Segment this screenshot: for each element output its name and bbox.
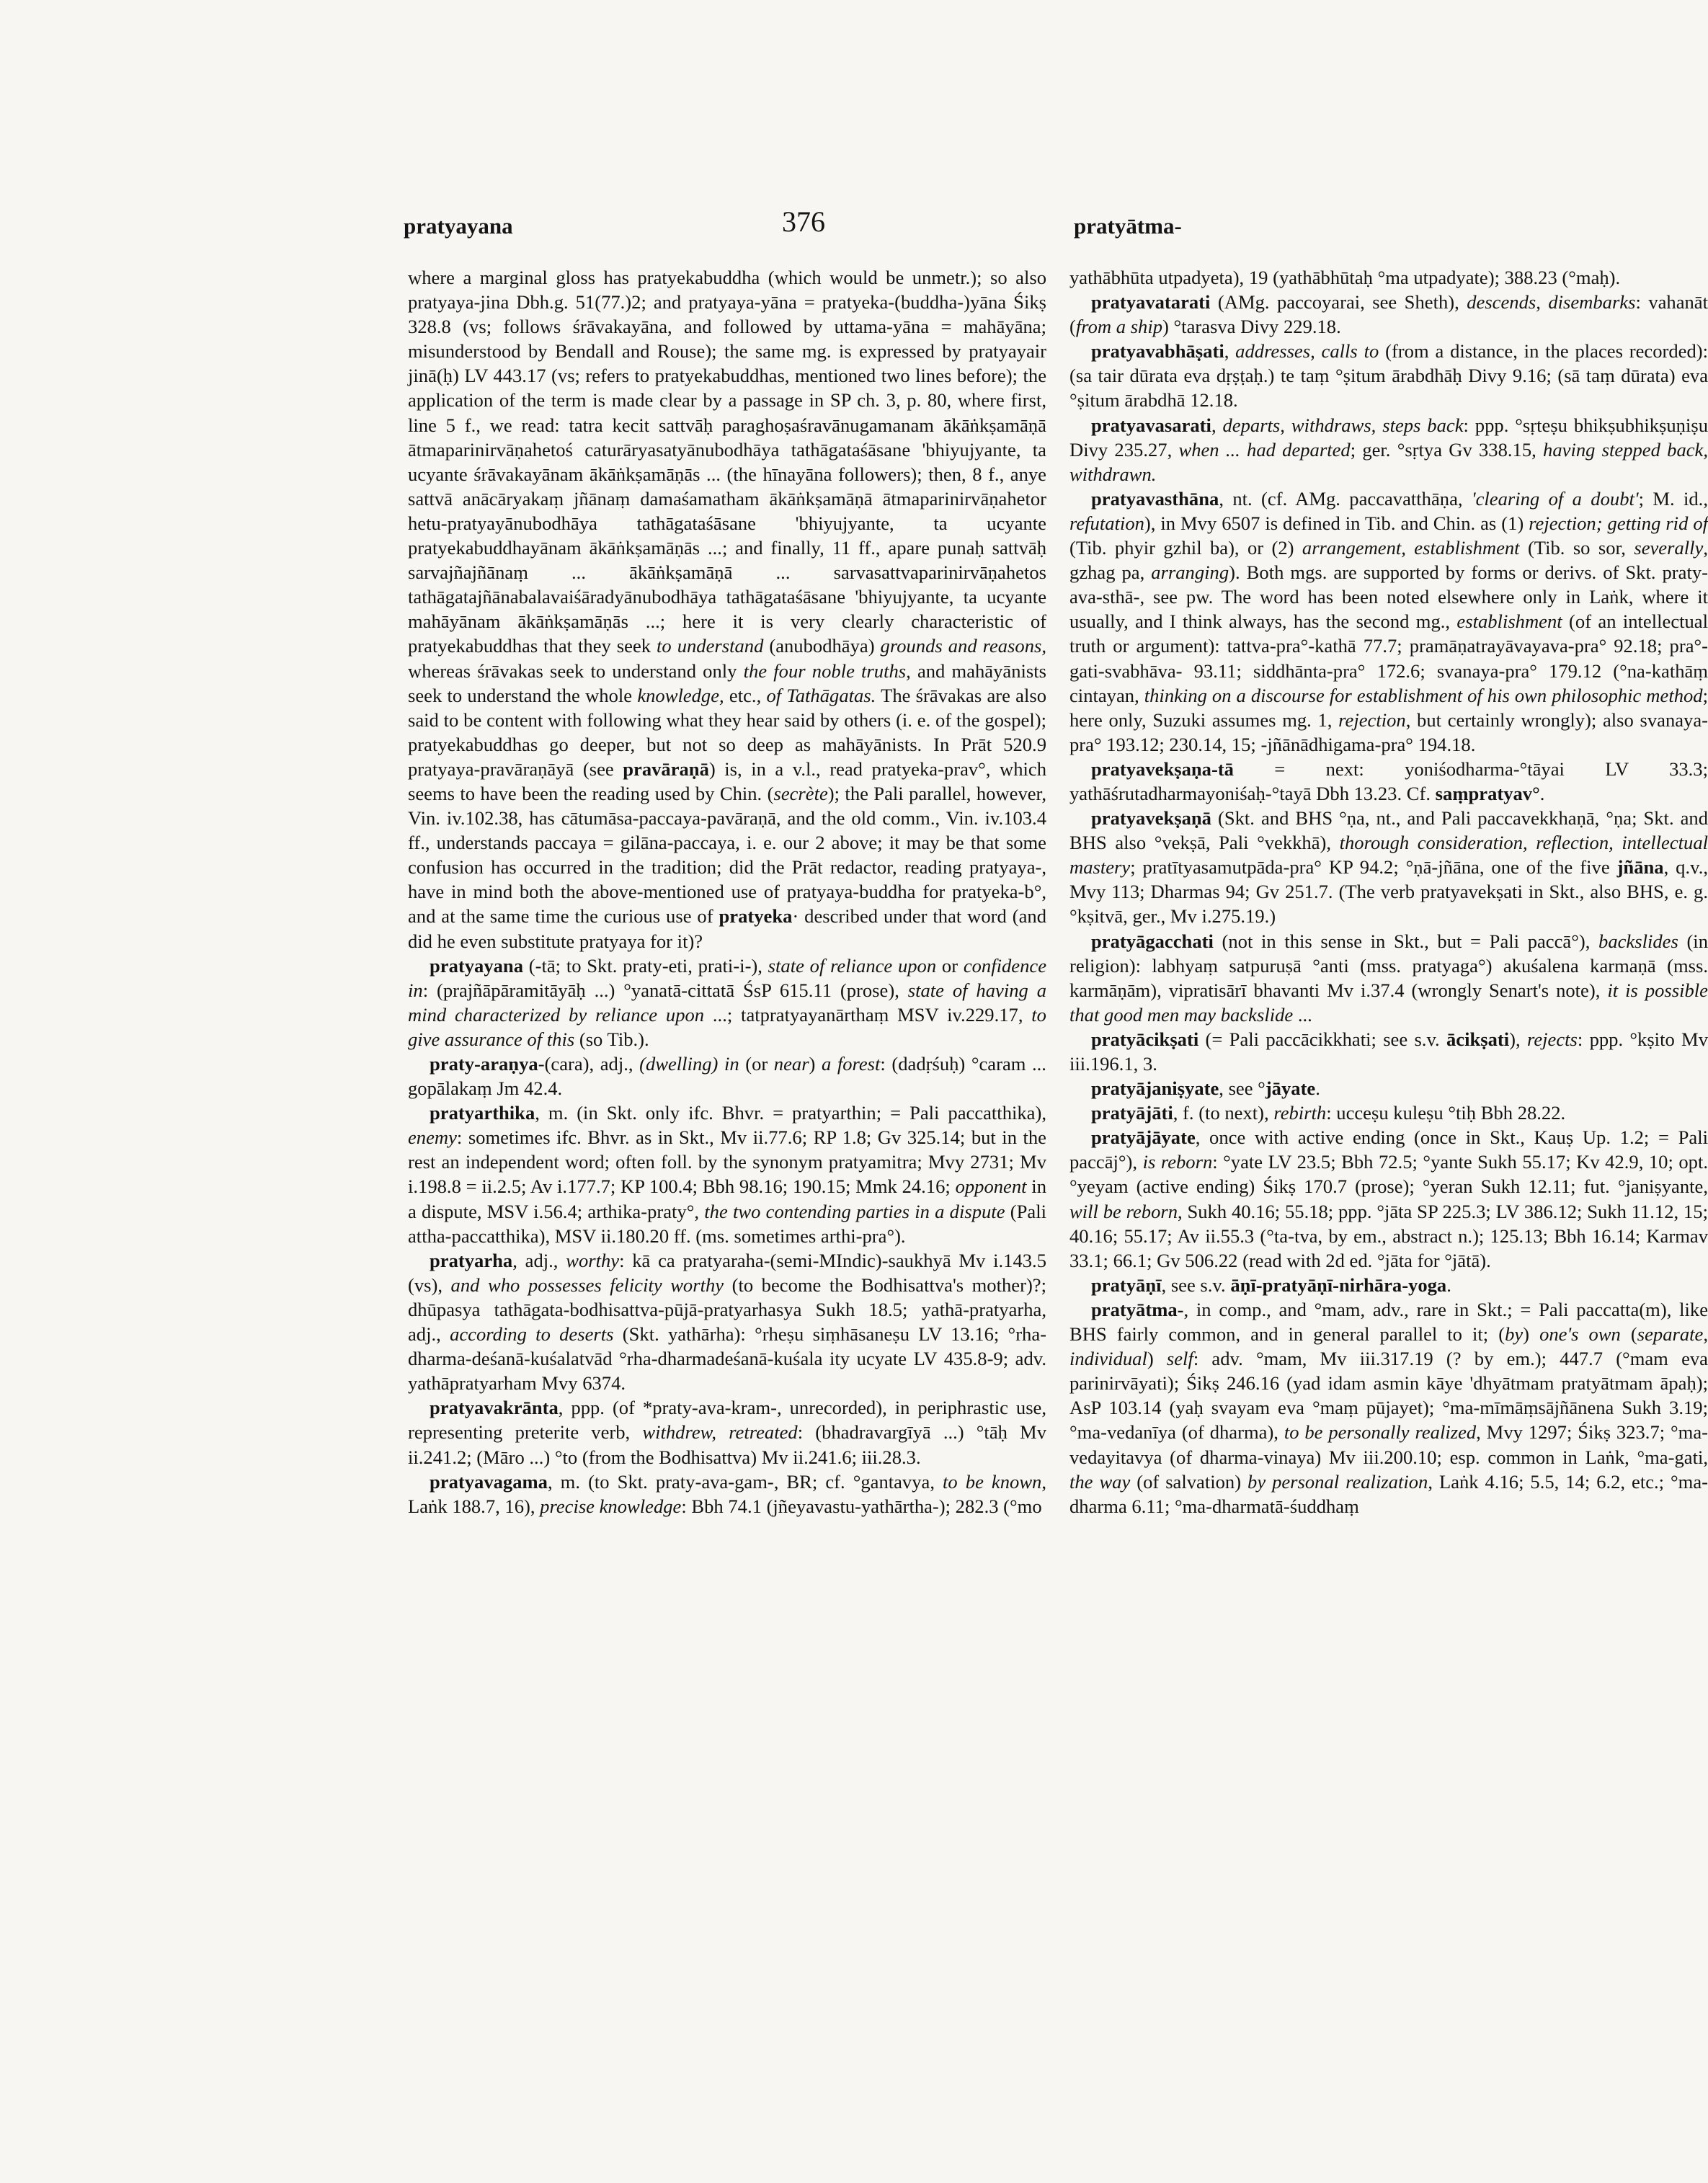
entry-text: etc., — [724, 684, 767, 706]
definition-italic: the two contending parties in a dispute — [704, 1200, 1005, 1222]
entry-text: ) — [809, 1053, 822, 1075]
definition-italic: severally — [1634, 537, 1704, 559]
definition-italic: rejection; getting rid of — [1529, 512, 1708, 534]
headword: āṇī-pratyāṇī-nirhāra-yoga — [1230, 1273, 1447, 1296]
entry-text: (not in this sense in Skt., but = Pali paccā°), — [1213, 930, 1599, 952]
definition-italic: separate, individual — [1069, 1323, 1708, 1370]
entry-text: . — [1446, 1273, 1451, 1296]
entry-text: : adv. °mam, Mv iii.317.19 (? by em.); 447.7 (°mam eva parinirvāyati); Śikṣ 246.16 (yad idam asmin kāye 'dhyātmam pratyātmam āpaḥ); AsP 103.14 (yaḥ svayam eva °maṃ pūjayet); °ma-mīmāṃsājñānena Sukh 3.19; °ma-vedanīya (of dharma), — [1069, 1348, 1708, 1444]
definition-italic: is reborn — [1142, 1151, 1213, 1173]
entry-text: · described under that word (and did he even substitute pratyaya for it)? — [408, 905, 1046, 952]
headword: pratyeka — [719, 905, 793, 928]
definition-italic: grounds and reasons, — [880, 635, 1046, 657]
entry-text: , Laṅk 188.7, 16), — [408, 1470, 1047, 1517]
definition-italic: worthy — [566, 1249, 620, 1271]
definition-italic: the way — [1069, 1470, 1131, 1493]
entry-text: (= Pali paccācikkhati; see s.v. — [1198, 1028, 1446, 1050]
entry-text: . — [1315, 1077, 1320, 1100]
entry-text: The śrāvakas are also said to be content with following what they hear said by others (i. e. of the gospel); pratyekabuddhas go deeper, but not so deep as mahāyānists. In Prāt 520.9 pratyaya-pravāraṇāyā (see — [408, 684, 1046, 780]
entry-text: ) °tarasva Divy 229.18. — [1162, 316, 1341, 338]
definition-italic: refutation — [1069, 512, 1144, 534]
dictionary-entry — [1069, 1101, 1708, 1125]
entry-text: ); the Pali parallel, however, Vin. iv.102.38, has cātumāsa-paccaya-pavāraṇā, and the old comm., Vin. iv.103.4 ff., understands paccaya = gilāna-paccaya, i. e. our 2 above; it may be that some confusion has occurred in the tradition; did the Prāt redactor, reading pratyaya-, have in mind both the above-mentioned use of pratyaya-buddha for pratyeka-b°, and at the same time the curious use of — [408, 782, 1046, 928]
definition-italic: opponent — [955, 1175, 1027, 1198]
entry-text: ; here only, Suzuki assumes mg. 1, — [1069, 684, 1708, 731]
definition-italic: arrangement, establishment — [1302, 537, 1520, 559]
entry-text: (in religion): labhyaṃ satpuruṣā °anti (mss. pratyaga°) akuśalena karmaṇā (mss. karmāṇām), vipratisārī bhavanti Mv i.37.4 (wrongly Senart's note), — [1069, 930, 1708, 1001]
definition-italic: one's own — [1539, 1323, 1621, 1346]
entry-text: (or — [739, 1053, 774, 1075]
entry-text: or — [936, 954, 964, 977]
headword: pratyājāyate — [1091, 1126, 1196, 1149]
entry-text: , ppp. (of *praty-ava-kram-, unrecorded), in periphrastic use, representing preterite verb, — [408, 1397, 1046, 1444]
entry-text: ; M. id., — [1638, 487, 1708, 510]
entry-continuation — [408, 265, 1046, 953]
entry-text: whereas śrāvakas seek to understand only — [408, 659, 744, 682]
entry-text: : (dadṛśuḥ) °caram ... gopālakaṃ Jm 42.4. — [408, 1053, 1046, 1100]
entry-text: ... — [1293, 1003, 1312, 1026]
headword: pratyājaniṣyate — [1091, 1077, 1219, 1100]
definition-italic: 'clearing of a doubt' — [1471, 487, 1639, 510]
headword: ācikṣati — [1446, 1028, 1510, 1050]
entry-text: , Laṅk 4.16; 5.5, 14; 6.2, etc.; °ma-dharma 6.11; °ma-dharmatā-śuddhaṃ — [1069, 1470, 1708, 1517]
entry-text: ) — [1523, 1323, 1540, 1346]
entry-text: : ucceṣu kuleṣu °tiḥ Bbh 28.22. — [1326, 1102, 1566, 1124]
entry-text: (AMg. paccoyarai, see Sheth), — [1210, 291, 1467, 314]
headword: pratyavasthāna — [1091, 487, 1219, 510]
definition-italic: by personal realization — [1247, 1470, 1428, 1493]
definition-italic: to be known — [943, 1470, 1042, 1493]
entry-text: : (bhadravargīyā ...) °tāḥ Mv ii.241.2; (Māro ...) °to (from the Bodhisattva) Mv ii.241.6; iii.28.3. — [408, 1421, 1047, 1468]
definition-italic: confidence in — [408, 954, 1046, 1001]
definition-italic: (dwelling) in — [639, 1053, 739, 1075]
entry-text: (so Tib.). — [574, 1028, 649, 1050]
definition-italic: enemy — [408, 1126, 457, 1149]
headword: pratyarha — [430, 1249, 513, 1271]
definition-italic: secrète — [773, 782, 828, 804]
headword: pratyayana — [430, 954, 524, 977]
dictionary-entry — [1069, 1125, 1708, 1273]
definition-italic: establishment — [1456, 610, 1562, 633]
left-column — [408, 265, 1046, 1519]
headword: pratyavatarati — [1091, 291, 1211, 314]
definition-italic: precise knowledge — [540, 1495, 682, 1517]
entry-text: , adj., — [512, 1249, 566, 1271]
headword: pratyācikṣati — [1091, 1028, 1199, 1050]
definition-italic: withdrew, retreated — [642, 1421, 798, 1444]
entry-text: ...; tatpratyayanārthaṃ MSV iv.229.17, — [704, 1003, 1032, 1026]
headword: pratyavekṣaṇa-tā — [1091, 757, 1234, 780]
headword: pratyavasarati — [1091, 414, 1211, 436]
entry-text: (Pali attha-paccatthika), MSV ii.180.20 ff. (ms. sometimes arthi-pra°). — [408, 1200, 1046, 1247]
entry-text: where a marginal gloss has pratyekabuddha (which would be unmetr.); so also pratyaya-jina Dbh.g. 51(77.)2; and pratyaya-yāna = pratyeka-(buddha-)yāna Śikṣ 328.8 (vs; follows śrāvakayāna, and followed by uttama-yāna = mahāyāna; misunderstood by Bendall and Rouse); the same mg. is expressed by pratyayair jinā(ḥ) LV 443.17 (vs; refers to pratyekabuddhas, mentioned two lines before); the application of the term is made clear by a passage in SP ch. 3, p. 80, where first, line 5 f., we read: tatra kecit sattvāḥ paraghoṣaśravānugamanam ākāṅkṣamāṇā ātmaparinirvāṇahetoś caturāryasatyānubodhāya tathāgataśāsane 'bhiyujyante, ta ucyante śrāvakayānam ākāṅkṣamāṇās ... (the hīnayāna followers); then, 8 f., anye sattvā anācāryakaṃ jñānaṃ damaśamatham ākāṅkṣamāṇā ātmaparinirvāṇahetor hetu-pratyayānubodhāya tathāgataśāsane 'bhiyujyante, ta ucyante pratyekabuddhayānam ākāṅkṣamāṇās ...; and finally, 11 ff., apare punaḥ sattvāḥ sarvajñajñānaṃ ... ākāṅkṣamāṇā ... sarvasattvaparinirvāṇahetos tathāgatajñānabalavaiśāradyānubodhāya tathāgataśāsane 'bhiyujyante, ta ucyante mahāyānam ākāṅkṣamāṇās ...; here it is very clearly characteristic of pratyekabuddhas that they seek — [408, 267, 1046, 657]
definition-italic: it is possible that good men may backslide — [1069, 979, 1708, 1026]
entry-text: , m. (to Skt. praty-ava-gam-, BR; cf. °gantavya, — [547, 1470, 943, 1493]
definition-italic: from a ship — [1075, 316, 1163, 338]
dictionary-entry — [1069, 413, 1708, 486]
definition-italic: thorough consideration, reflection, intellectual mastery — [1069, 832, 1708, 879]
dictionary-entry — [408, 953, 1046, 1052]
entry-text: , m. (in Skt. only ifc. Bhvr. = pratyarthin; = Pali paccatthika), — [535, 1102, 1046, 1124]
entry-text: : Bbh 74.1 (jñeyavastu-yathārtha-); 282.3 (°mo — [681, 1495, 1042, 1517]
dictionary-entry — [408, 1052, 1046, 1101]
entry-text: , — [1211, 414, 1223, 436]
definition-italic: state of reliance upon — [768, 954, 937, 977]
entry-text: ). Both mgs. are supported by forms or derivs. of Skt. praty-ava-sthā-, see pw. The word has been noted elsewhere only in Laṅk, where it usually, and I think always, has the second mg., — [1069, 561, 1708, 633]
running-head-right: pratyātma- — [1074, 213, 1182, 239]
headword: pratyavakrānta — [430, 1397, 559, 1419]
definition-italic: when ... had departed — [1178, 438, 1351, 461]
headword: pratyavekṣaṇā — [1091, 807, 1211, 830]
definition-italic: state of having a mind characterized by reliance upon — [408, 979, 1046, 1026]
dictionary-entry — [1069, 757, 1708, 806]
definition-italic: rejects — [1526, 1028, 1578, 1050]
entry-text: (Skt. and BHS °ṇa, nt., and Pali paccavekkhaṇā, °ṇa; Skt. and BHS also °vekṣā, Pali °vekkhā), — [1069, 807, 1708, 854]
definition-italic: and who possesses felicity worthy — [450, 1273, 724, 1296]
entry-text: , — [1224, 340, 1236, 363]
entry-text: , see ° — [1219, 1077, 1266, 1100]
entry-text: , Mvy 1297; Śikṣ 323.7; °ma-vedayitavya (of dharma-vinaya) Mv iii.200.10; esp. common in Laṅk, °ma-gati, — [1069, 1421, 1708, 1468]
entry-text: yathābhūta utpadyeta), 19 (yathābhūtaḥ °ma utpadyate); 388.23 (°maḥ). — [1069, 267, 1621, 288]
entry-text: : ppp. °sṛteṣu bhikṣubhikṣuṇiṣu Divy 235.27, — [1069, 414, 1708, 461]
entry-text: , Sukh 40.16; 55.18; ppp. °jāta SP 225.3; LV 386.12; Sukh 11.12, 15; 40.16; 55.17; Av ii.55.3 (°ta-tva, by em., abstract n.); 125.13; Bbh 16.14; Karmav 33.1; 66.1; Gv 506.22 (read with 2d ed. °jāta for °jātā). — [1069, 1200, 1708, 1271]
entry-text: and mahāyānists seek to understand the whole — [408, 659, 1046, 706]
headword: praty-araṇya — [430, 1053, 538, 1075]
dictionary-entry — [1069, 1027, 1708, 1076]
dictionary-entry — [1069, 290, 1708, 339]
entry-text: = next: yoniśodharma-°tāyai LV 33.3; yathāśrutadharmayoniśaḥ-°tayā Dbh 13.23. Cf. — [1069, 757, 1708, 804]
entry-text: ) is, in a v.l., read pratyeka-prav°, which seems to have been the reading used by Chin. ( — [408, 757, 1046, 804]
entry-text: : vahanāt ( — [1069, 291, 1708, 338]
definition-italic: departs, withdraws, steps back — [1222, 414, 1464, 436]
headword: saṃpratyav° — [1435, 782, 1540, 804]
entry-text: (of an intellectual truth or argument): tattva-pra°-kathā 77.7; pramāṇatrayāvayava-pra° 92.18; pra°-gati-svabhāva- 93.11; siddhānta-pra° 172.6; svanaya-pra° 179.12 (°na-kathāṃ cintayan, — [1069, 610, 1708, 706]
entry-text: (of salvation) — [1130, 1470, 1248, 1493]
headword: jāyate — [1265, 1077, 1316, 1100]
definition-italic: the four noble truths, — [743, 659, 911, 682]
entry-text: , gzhag pa, — [1069, 537, 1708, 584]
definition-italic: to understand — [657, 635, 764, 657]
dictionary-entry — [408, 1101, 1046, 1248]
entry-text: : ppp. °kṣito Mv iii.196.1, 3. — [1069, 1028, 1708, 1075]
entry-text: (to become the Bodhisattva's mother)?; dhūpasya tathāgata-bodhisattva-pūjā-pratyarhasya Sukh 18.5; yathā-pratyarha, adj., — [408, 1273, 1046, 1346]
entry-text: , see s.v. — [1161, 1273, 1231, 1296]
definition-italic: by — [1505, 1323, 1524, 1346]
dictionary-entry — [1069, 486, 1708, 757]
definition-italic: knowledge, — [637, 684, 724, 706]
dictionary-entry — [408, 1470, 1046, 1519]
definition-italic: a forest — [821, 1053, 881, 1075]
entry-text: : °yate LV 23.5; Bbh 72.5; °yante Sukh 55.17; Kv 42.9, 10; opt. °yeyam (active ending) Śikṣ 170.7 (prose); °yeran Sukh 12.11; fut. °janiṣyante, — [1069, 1151, 1708, 1198]
definition-italic: of Tathāgatas. — [766, 684, 876, 706]
definition-italic: to be personally realized — [1284, 1421, 1477, 1444]
entry-text: , f. (to next), — [1173, 1102, 1274, 1124]
entry-text: ), in Mvy 6507 is defined in Tib. and Chin. as (1) — [1144, 512, 1529, 534]
entry-text: : (prajñāpāramitāyāḥ ...) °yanatā-cittatā ŚsP 615.11 (prose), — [422, 979, 908, 1001]
definition-italic: backslides — [1598, 930, 1678, 952]
headword: pratyarthika — [430, 1102, 535, 1124]
entry-text: in a dispute, MSV i.56.4; arthika-praty°, — [408, 1175, 1046, 1222]
headword: pratyāṇī — [1091, 1273, 1162, 1296]
entry-text: : kā ca pratyaraha-(semi-MIndic)-saukhyā Mv i.143.5 (vs), — [408, 1249, 1046, 1296]
dictionary-entry — [1069, 339, 1708, 412]
entry-text: , q.v., Mvy 113; Dharmas 94; Gv 251.7. (The verb pratyavekṣati in Skt., also BHS, e. g. °kṣitvā, ger., Mv i.275.19.) — [1069, 856, 1708, 928]
dictionary-entry — [1069, 806, 1708, 928]
definition-italic: thinking on a discourse for establishment of his own philosophic method — [1144, 684, 1703, 706]
dictionary-entry — [408, 1395, 1046, 1469]
headword: pratyāgacchati — [1091, 930, 1214, 952]
entry-text: (anubodhāya) — [763, 635, 881, 657]
entry-continuation — [1069, 265, 1708, 290]
entry-text: ( — [1620, 1323, 1637, 1346]
headword: pratyājāti — [1091, 1102, 1173, 1124]
definition-italic: rebirth — [1273, 1102, 1327, 1124]
dictionary-entry — [1069, 1297, 1708, 1519]
definition-italic: rejection — [1338, 708, 1406, 731]
definition-italic: self — [1166, 1348, 1193, 1370]
entry-text: ) — [1147, 1348, 1167, 1370]
entry-text: , in comp., and °mam, adv., rare in Skt.; = Pali paccatta(m), like BHS fairly common, and in general parallel to it; ( — [1069, 1298, 1708, 1346]
entry-text: (Skt. yathārha): °rheṣu siṃhāsaneṣu LV 13.16; °rha-dharma-deśanā-kuśalatvād °rha-dharmadeśanā-kuśala ity ucyate LV 435.8-9; adv. yathāpratyarham Mvy 6374. — [408, 1323, 1047, 1395]
headword: jñāna — [1616, 856, 1664, 879]
entry-text: : sometimes ifc. Bhvr. as in Skt., Mv ii.77.6; RP 1.8; Gv 325.14; but in the rest an independent word; often foll. by the synonym pratyamitra; Mvy 2731; Mv i.198.8 = ii.2.5; Av i.177.7; KP 100.4; Bbh 98.16; 190.15; Mmk 24.16; — [408, 1126, 1046, 1198]
dictionary-entry — [408, 1248, 1046, 1396]
definition-italic: addresses, calls to — [1235, 340, 1379, 363]
definition-italic: to give assurance of this — [408, 1003, 1046, 1050]
definition-italic: will be reborn — [1069, 1200, 1178, 1222]
headword: pratyavagama — [430, 1470, 548, 1493]
entry-text: , once with active ending (once in Skt., Kauṣ Up. 1.2; = Pali paccāj°), — [1069, 1126, 1708, 1173]
dictionary-entry — [1069, 1273, 1708, 1297]
definition-italic: arranging — [1151, 561, 1229, 584]
entry-text: (-tā; to Skt. praty-eti, prati-i-), — [523, 954, 768, 977]
entry-text: (Tib. so sor, — [1519, 537, 1634, 559]
dictionary-entry — [1069, 1076, 1708, 1101]
running-head-left: pratyayana — [404, 213, 513, 239]
entry-text: ), — [1509, 1028, 1527, 1050]
entry-text: (from a distance, in the places recorded): (sa tair dūrata eva dṛṣṭaḥ.) te taṃ °ṣitum ārabdhāḥ Divy 9.16; (sā taṃ dūrata) eva °ṣitum ārabdhā 12.18. — [1069, 340, 1708, 412]
page-number: 376 — [782, 205, 825, 238]
entry-text: (Tib. phyir gzhil ba), or (2) — [1069, 537, 1302, 559]
entry-text: , but certainly wrongly); also svanaya-pra° 193.12; 230.14, 15; -jñānādhigama-pra° 194.18. — [1069, 708, 1708, 755]
entry-text: . — [1539, 782, 1545, 804]
headword: pratyātma- — [1091, 1298, 1184, 1320]
entry-text: , nt. (cf. AMg. paccavatthāṇa, — [1219, 487, 1472, 510]
definition-italic: according to deserts — [450, 1323, 614, 1346]
headword: pravāraṇā — [623, 757, 709, 780]
definition-italic: having stepped back, withdrawn. — [1069, 438, 1708, 485]
definition-italic: descends, disembarks — [1467, 291, 1636, 314]
entry-text: -(cara), adj., — [538, 1053, 640, 1075]
headword: pratyavabhāṣati — [1091, 340, 1224, 363]
entry-text: ; ger. °sṛtya Gv 338.15, — [1350, 438, 1544, 461]
right-column — [1069, 265, 1708, 1519]
definition-italic: near — [773, 1053, 809, 1075]
dictionary-entry — [1069, 929, 1708, 1027]
entry-text: ; pratītyasamutpāda-pra° KP 94.2; °ṇā-jñāna, one of the five — [1130, 856, 1617, 879]
